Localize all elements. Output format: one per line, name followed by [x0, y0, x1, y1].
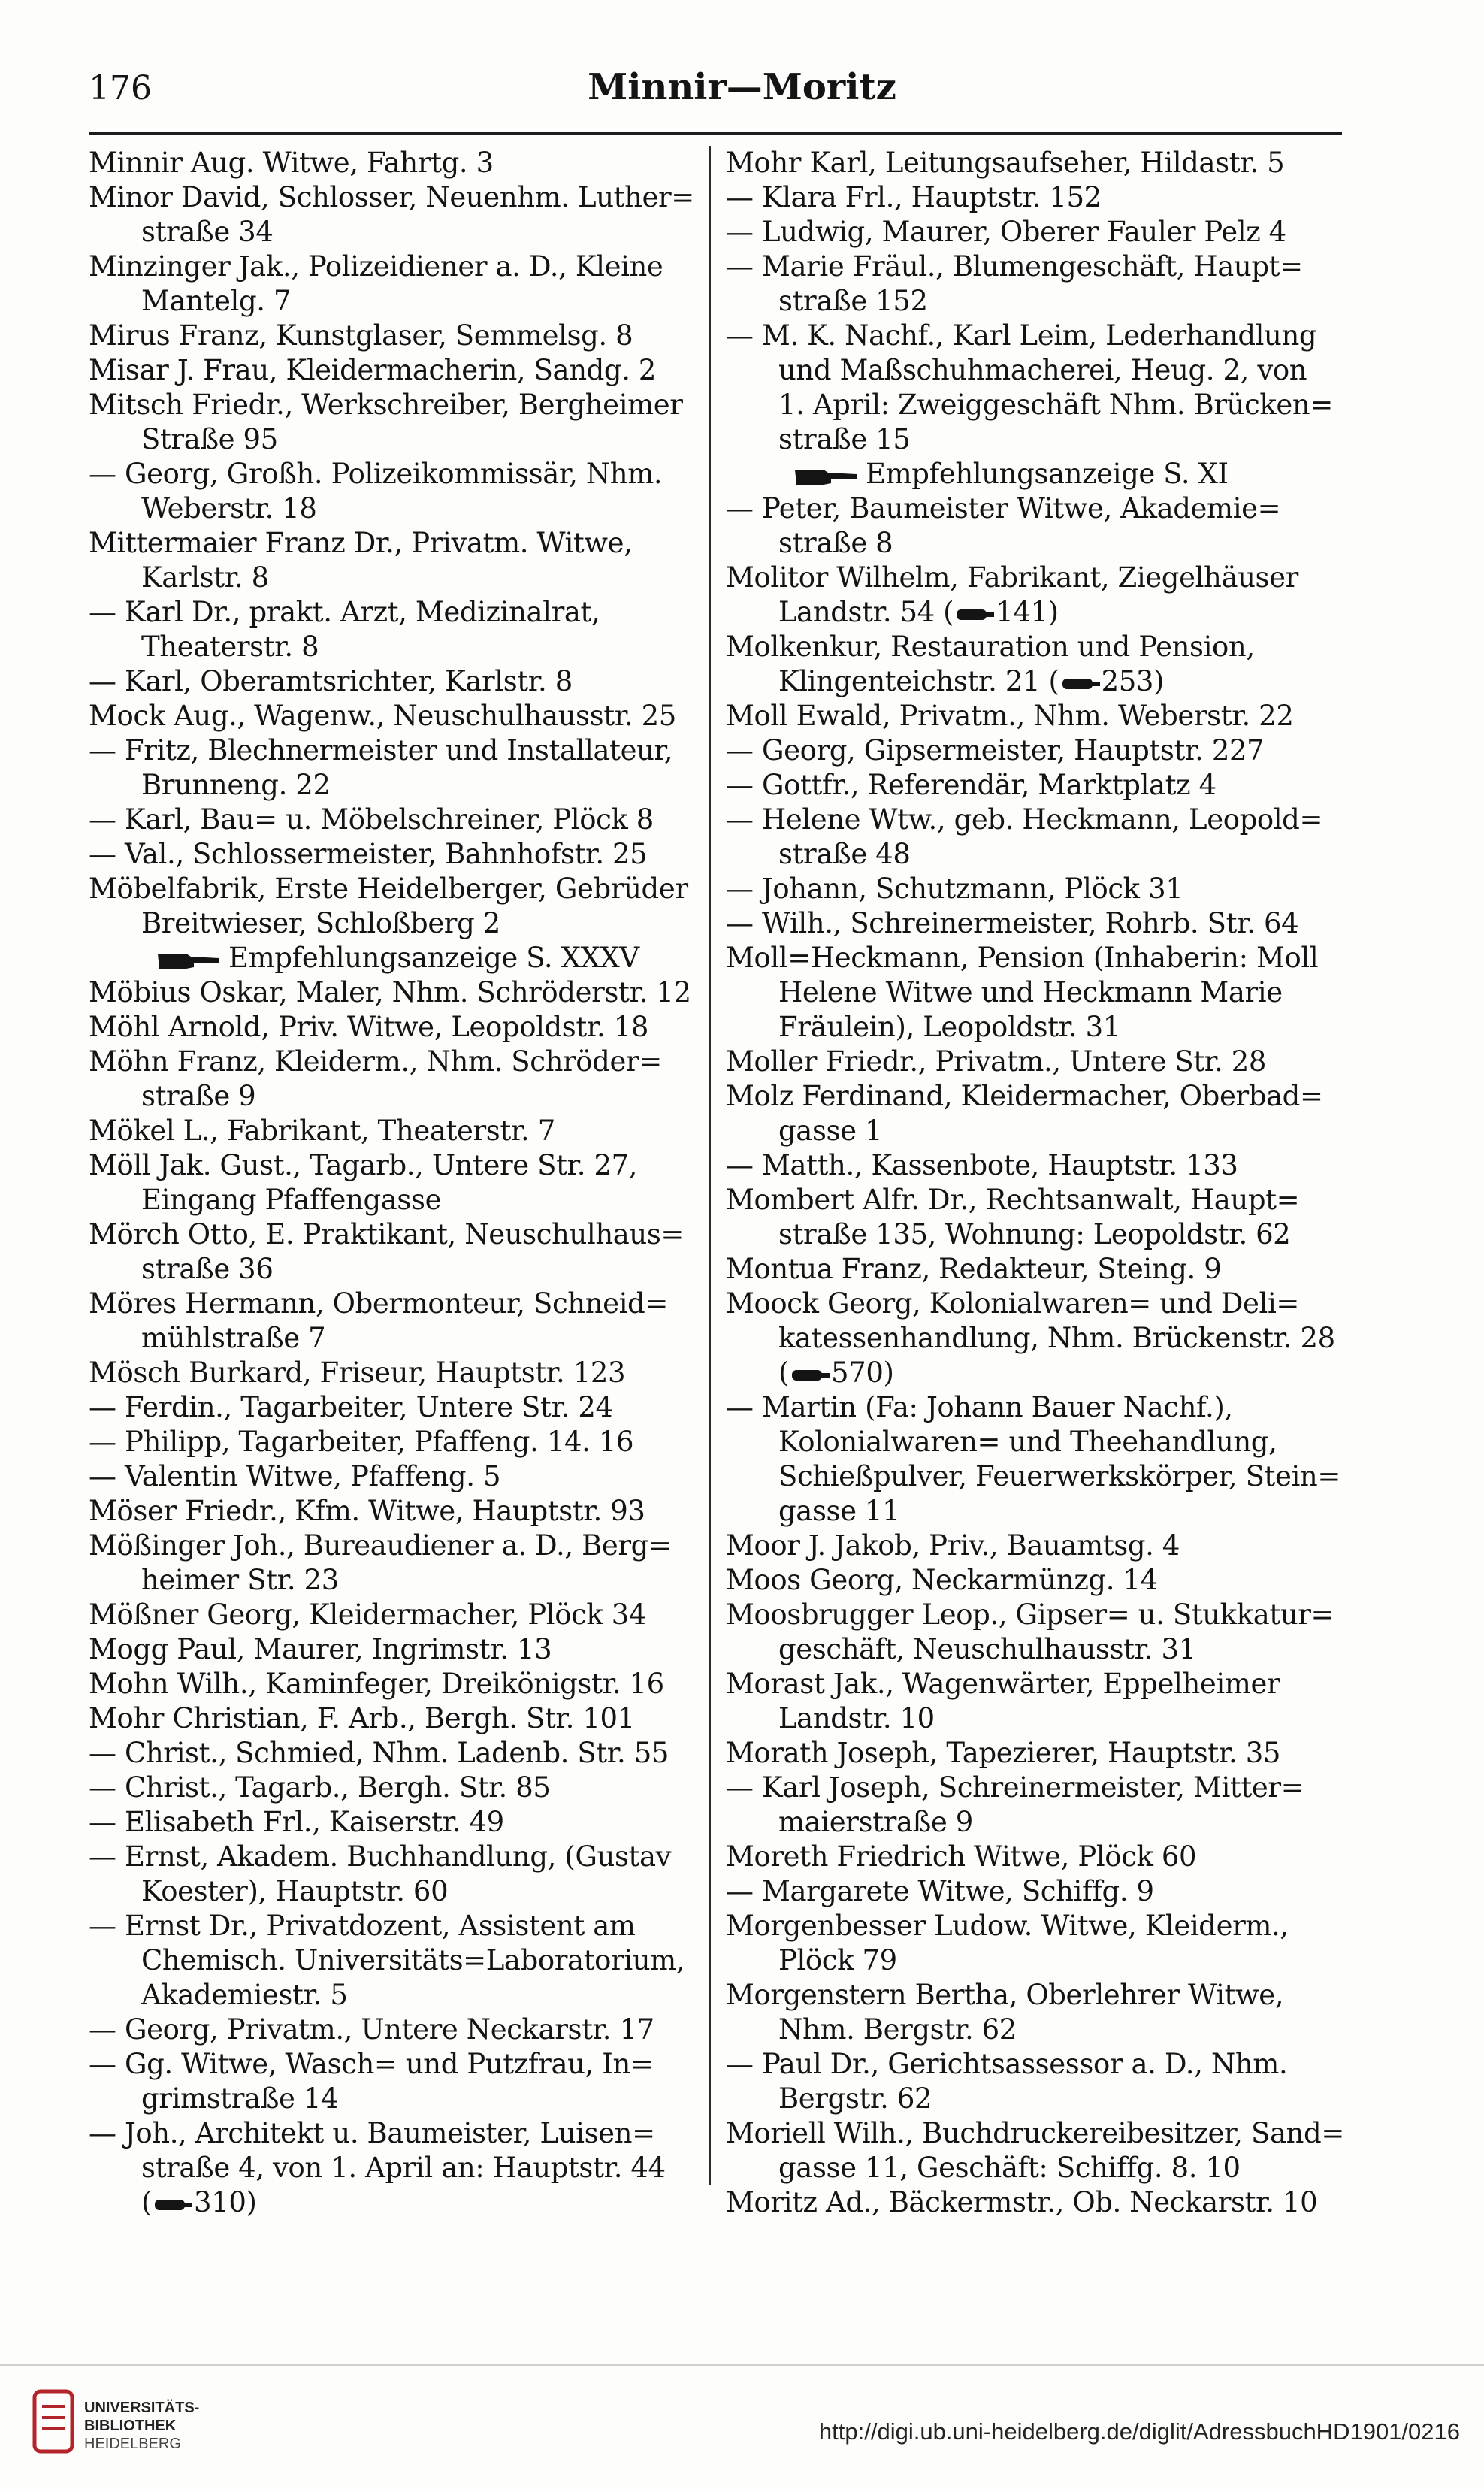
directory-entry-line — [89, 284, 712, 319]
phone-paren: ( — [141, 2186, 153, 2218]
entry-text: Mock Aug., Wagenw., Neuschulhausstr. 25 — [89, 700, 676, 732]
directory-entry-line — [89, 2082, 712, 2116]
entry-text: Moll Ewald, Privatm., Nhm. Weberstr. 22 — [726, 700, 1294, 732]
directory-entry-line — [726, 1079, 1350, 1114]
entry-text: — Karl, Oberamtsrichter, Karlstr. 8 — [89, 665, 573, 697]
directory-entry-line — [726, 733, 1350, 768]
entry-text: Misar J. Frau, Kleidermacherin, Sandg. 2 — [89, 354, 657, 386]
directory-entry-line — [726, 1390, 1350, 1425]
right-column — [726, 146, 1350, 2220]
directory-entry-line — [726, 1943, 1350, 1978]
telephone-icon — [1059, 674, 1102, 694]
entry-text: — Christ., Tagarb., Bergh. Str. 85 — [89, 1771, 551, 1804]
entry-text: — Elisabeth Frl., Kaiserstr. 49 — [89, 1806, 504, 1838]
directory-entry-line — [89, 1425, 712, 1459]
library-logo-icon — [27, 2384, 80, 2459]
entry-text: — Ferdin., Tagarbeiter, Untere Str. 24 — [89, 1391, 613, 1423]
directory-entry-line — [726, 1563, 1350, 1598]
directory-entry-line — [89, 768, 712, 803]
directory-entry-line — [726, 1425, 1350, 1459]
running-head: Minnir—Moritz — [588, 66, 896, 108]
entry-text: Möbius Oskar, Maler, Nhm. Schröderstr. 12 — [89, 976, 691, 1009]
entry-text: Morath Joseph, Tapezierer, Hauptstr. 35 — [726, 1737, 1280, 1769]
directory-entry-line — [89, 699, 712, 733]
directory-entry-line — [89, 2151, 712, 2185]
entry-text: Moor J. Jakob, Priv., Bauamtsg. 4 — [726, 1529, 1180, 1562]
pointing-hand-icon — [156, 949, 221, 972]
directory-entry-line — [726, 595, 1350, 630]
directory-entry-line — [726, 941, 1350, 975]
entry-text: — Marie Fräul., Blumengeschäft, Haupt= — [726, 250, 1303, 283]
directory-entry-line — [89, 1494, 712, 1529]
directory-entry-line — [89, 1563, 712, 1598]
library-line-1: UNIVERSITÄTS- — [84, 2400, 200, 2416]
directory-entry-line — [89, 215, 712, 250]
telephone-icon — [152, 2195, 194, 2215]
entry-text: Moller Friedr., Privatm., Untere Str. 28 — [726, 1045, 1267, 1078]
entry-text: — Ernst, Akadem. Buchhandlung, (Gustav — [89, 1840, 672, 1873]
entry-text: Koester), Hauptstr. 60 — [141, 1875, 449, 1907]
directory-entry-line — [726, 768, 1350, 803]
directory-entry-line — [89, 1010, 712, 1045]
directory-entry-line — [89, 1148, 712, 1183]
directory-entry-line — [89, 422, 712, 457]
directory-entry-line — [89, 561, 712, 595]
directory-entry-line — [726, 1148, 1350, 1183]
directory-entry-line — [726, 319, 1350, 353]
entry-text: Moritz Ad., Bäckermstr., Ob. Neckarstr. 10 — [726, 2186, 1318, 2218]
directory-entry-line — [726, 1459, 1350, 1494]
entry-text: Fräulein), Leopoldstr. 31 — [778, 1011, 1120, 1043]
entry-text: — Martin (Fa: Johann Bauer Nachf.), — [726, 1391, 1233, 1423]
entry-text: Moll=Heckmann, Pension (Inhaberin: Moll — [726, 942, 1319, 974]
library-name — [84, 2399, 199, 2453]
entry-text: Karlstr. 8 — [141, 561, 269, 594]
entry-text: Möhn Franz, Kleiderm., Nhm. Schröder= — [89, 1045, 662, 1078]
entry-text: Montua Franz, Redakteur, Steing. 9 — [726, 1253, 1222, 1285]
directory-entry-line — [89, 1079, 712, 1114]
entry-text: Möser Friedr., Kfm. Witwe, Hauptstr. 93 — [89, 1495, 645, 1527]
entry-text: Moriell Wilh., Buchdruckereibesitzer, Sand= — [726, 2117, 1344, 2149]
column-divider — [709, 146, 711, 2185]
directory-entry-line — [726, 1252, 1350, 1287]
entry-text: Mantelg. 7 — [141, 285, 292, 317]
directory-entry-line — [89, 1045, 712, 1079]
entry-text: und Maßschuhmacherei, Heug. 2, von — [778, 354, 1307, 386]
entry-text: — Margarete Witwe, Schiffg. 9 — [726, 1875, 1154, 1907]
entry-text: 1. April: Zweiggeschäft Nhm. Brücken= — [778, 389, 1333, 421]
directory-entry-line — [89, 353, 712, 388]
advertisement-reference — [726, 457, 1350, 491]
entry-text: Theaterstr. 8 — [141, 631, 319, 663]
directory-entry-line — [726, 215, 1350, 250]
entry-text: — Ludwig, Maurer, Oberer Fauler Pelz 4 — [726, 216, 1286, 248]
entry-text: Molkenkur, Restauration und Pension, — [726, 631, 1255, 663]
source-url[interactable]: http://digi.ub.uni-heidelberg.de/diglit/AdressbuchHD1901/0216 — [818, 2418, 1460, 2445]
phone-number: 570) — [831, 1356, 894, 1389]
entry-text: Mitsch Friedr., Werkschreiber, Bergheimer — [89, 389, 683, 421]
directory-entry-line — [726, 1978, 1350, 2013]
directory-entry-line — [89, 1217, 712, 1252]
entry-text: straße 4, von 1. April an: Hauptstr. 44 — [141, 2152, 666, 2184]
directory-entry-line — [726, 1736, 1350, 1771]
entry-text: — Valentin Witwe, Pfaffeng. 5 — [89, 1460, 501, 1492]
directory-entry-line — [89, 1321, 712, 1356]
entry-text: Mößner Georg, Kleidermacher, Plöck 34 — [89, 1598, 647, 1631]
directory-entry-line — [89, 1356, 712, 1390]
entry-text: katessenhandlung, Nhm. Brückenstr. 28 — [778, 1322, 1335, 1354]
directory-entry-line — [726, 353, 1350, 388]
entry-text: Straße 95 — [141, 423, 278, 455]
entry-text: — Christ., Schmied, Nhm. Ladenb. Str. 55 — [89, 1737, 669, 1769]
entry-text: straße 135, Wohnung: Leopoldstr. 62 — [778, 1218, 1291, 1251]
directory-entry-line — [726, 1771, 1350, 1805]
entry-text: — Karl Joseph, Schreinermeister, Mitter= — [726, 1771, 1304, 1804]
directory-entry-line — [726, 837, 1350, 872]
entry-text: Mohn Wilh., Kaminfeger, Dreikönigstr. 16 — [89, 1668, 664, 1700]
directory-entry-line — [89, 1183, 712, 1217]
entry-text: straße 152 — [778, 285, 928, 317]
directory-entry-line — [726, 491, 1350, 526]
directory-entry-line — [726, 699, 1350, 733]
entry-text: Molz Ferdinand, Kleidermacher, Oberbad= — [726, 1080, 1323, 1112]
directory-entry-line — [89, 2116, 712, 2151]
directory-entry-line — [726, 388, 1350, 422]
directory-entry-line — [726, 872, 1350, 906]
directory-entry-line — [726, 2047, 1350, 2082]
entry-text: Mohr Karl, Leitungsaufseher, Hildastr. 5 — [726, 147, 1285, 179]
directory-entry-line — [89, 1701, 712, 1736]
entry-text: Breitwieser, Schloßberg 2 — [141, 907, 500, 939]
entry-text: Minnir Aug. Witwe, Fahrtg. 3 — [89, 147, 494, 179]
entry-text: — Gottfr., Referendär, Marktplatz 4 — [726, 769, 1217, 801]
entry-text: straße 8 — [778, 527, 893, 559]
directory-entry-line — [89, 975, 712, 1010]
entry-text: — Karl, Bau= u. Möbelschreiner, Plöck 8 — [89, 803, 654, 836]
directory-entry-line — [726, 1494, 1350, 1529]
entry-text: — Johann, Schutzmann, Plöck 31 — [726, 873, 1183, 905]
directory-entry-line — [726, 975, 1350, 1010]
entry-text: — Paul Dr., Gerichtsassessor a. D., Nhm. — [726, 2048, 1288, 2080]
entry-text: — Joh., Architekt u. Baumeister, Luisen= — [89, 2117, 655, 2149]
entry-text: Brunneng. 22 — [141, 769, 331, 801]
entry-text: Mittermaier Franz Dr., Privatm. Witwe, — [89, 527, 633, 559]
directory-entry-line — [89, 630, 712, 664]
entry-text: Mörch Otto, E. Praktikant, Neuschulhaus= — [89, 1218, 685, 1251]
left-column — [89, 146, 712, 2220]
entry-text: Empfehlungsanzeige S. XXXV — [228, 942, 639, 974]
directory-entry-line — [89, 1771, 712, 1805]
entry-text: Eingang Pfaffengasse — [141, 1184, 442, 1216]
directory-entry-line — [726, 630, 1350, 664]
directory-entry-line — [726, 2116, 1350, 2151]
entry-text: — Helene Wtw., geb. Heckmann, Leopold= — [726, 803, 1323, 836]
directory-entry-line — [89, 526, 712, 561]
directory-entry-line — [726, 664, 1350, 699]
directory-entry-line — [89, 1909, 712, 1943]
directory-entry-line — [89, 1114, 712, 1148]
directory-entry-line — [89, 388, 712, 422]
directory-entry-line — [89, 1252, 712, 1287]
entry-text: Helene Witwe und Heckmann Marie — [778, 976, 1283, 1009]
entry-text: Molitor Wilhelm, Fabrikant, Ziegelhäuser — [726, 561, 1298, 594]
directory-entry-line — [726, 284, 1350, 319]
directory-entry-line — [726, 1183, 1350, 1217]
directory-entry-line — [89, 837, 712, 872]
directory-entry-line — [89, 319, 712, 353]
directory-entry-line — [89, 1287, 712, 1321]
entry-text: Mogg Paul, Maurer, Ingrimstr. 13 — [89, 1633, 552, 1665]
entry-text: — Fritz, Blechnermeister und Installateur, — [89, 734, 673, 767]
library-line-2: BIBLIOTHEK — [84, 2418, 177, 2434]
pointing-hand-icon — [793, 465, 858, 488]
entry-text: Kolonialwaren= und Theehandlung, — [778, 1426, 1277, 1458]
directory-entry-line — [726, 422, 1350, 457]
entry-text: 310) — [194, 2186, 257, 2218]
library-line-3: HEIDELBERG — [84, 2436, 181, 2452]
phone-number: 253) — [1101, 665, 1165, 697]
directory-entry-line — [726, 1667, 1350, 1701]
directory-entry-line — [89, 250, 712, 284]
entry-text: Nhm. Bergstr. 62 — [778, 2013, 1017, 2046]
entry-text: ( — [778, 1356, 790, 1389]
entry-text: Morgenbesser Ludow. Witwe, Kleiderm., — [726, 1910, 1289, 1942]
entry-text: Schießpulver, Feuerwerkskörper, Stein= — [778, 1460, 1340, 1492]
entry-text: Plöck 79 — [778, 1944, 897, 1976]
directory-entry-line — [726, 2185, 1350, 2220]
directory-entry-line — [726, 1701, 1350, 1736]
directory-entry-line — [89, 2185, 712, 2220]
entry-text: — Georg, Großh. Polizeikommissär, Nhm. — [89, 458, 663, 490]
entry-text: — Georg, Gipsermeister, Hauptstr. 227 — [726, 734, 1265, 767]
directory-entry-line — [89, 1598, 712, 1632]
directory-entry-line — [89, 803, 712, 837]
entry-text: Landstr. 10 — [778, 1702, 935, 1734]
directory-entry-line — [89, 1805, 712, 1840]
directory-entry-line — [726, 1529, 1350, 1563]
directory-entry-line — [726, 906, 1350, 941]
entry-text: Moosbrugger Leop., Gipser= u. Stukkatur= — [726, 1598, 1334, 1631]
directory-entry-line — [89, 595, 712, 630]
entry-text: gasse 1 — [778, 1114, 883, 1147]
entry-text: — Ernst Dr., Privatdozent, Assistent am — [89, 1910, 636, 1942]
entry-text: — Matth., Kassenbote, Hauptstr. 133 — [726, 1149, 1238, 1181]
directory-entry-line — [726, 803, 1350, 837]
entry-text: Mombert Alfr. Dr., Rechtsanwalt, Haupt= — [726, 1184, 1300, 1216]
directory-entry-line — [89, 733, 712, 768]
entry-text: Möll Jak. Gust., Tagarb., Untere Str. 27, — [89, 1149, 638, 1181]
entry-text: — M. K. Nachf., Karl Leim, Lederhandlung — [726, 319, 1317, 352]
entry-text: Empfehlungsanzeige S. XI — [866, 458, 1229, 490]
directory-entry-line — [726, 250, 1350, 284]
directory-entry-line — [89, 1632, 712, 1667]
directory-entry-line — [726, 526, 1350, 561]
directory-entry-line — [726, 1598, 1350, 1632]
entry-text: Minzinger Jak., Polizeidiener a. D., Kleine — [89, 250, 663, 283]
entry-text: straße 15 — [778, 423, 911, 455]
directory-entry-line — [89, 1978, 712, 2013]
directory-entry-line — [89, 180, 712, 215]
directory-entry-line — [89, 1874, 712, 1909]
entry-text: straße 36 — [141, 1253, 274, 1285]
directory-entry-line — [726, 1909, 1350, 1943]
directory-entry-line — [89, 1840, 712, 1874]
entry-text: Möhl Arnold, Priv. Witwe, Leopoldstr. 18 — [89, 1011, 649, 1043]
directory-entry-line — [89, 491, 712, 526]
entry-text: Klingenteichstr. 21 ( — [778, 665, 1059, 697]
directory-entry-line — [89, 146, 712, 180]
directory-entry-line — [89, 1736, 712, 1771]
entry-text: gasse 11 — [778, 1495, 900, 1527]
directory-entry-line — [89, 1667, 712, 1701]
entry-text: Moreth Friedrich Witwe, Plöck 60 — [726, 1840, 1197, 1873]
directory-entry-line — [726, 561, 1350, 595]
entry-text: — Wilh., Schreinermeister, Rohrb. Str. 64 — [726, 907, 1299, 939]
phone-number: 141) — [996, 596, 1059, 628]
entry-text: — Peter, Baumeister Witwe, Akademie= — [726, 492, 1281, 525]
directory-entry-line — [726, 2082, 1350, 2116]
entry-text: straße 34 — [141, 216, 274, 248]
directory-entry-line — [726, 2151, 1350, 2185]
entry-text: Mökel L., Fabrikant, Theaterstr. 7 — [89, 1114, 555, 1147]
directory-entry-line — [89, 2013, 712, 2047]
entry-text: Mösch Burkard, Friseur, Hauptstr. 123 — [89, 1356, 626, 1389]
entry-text: grimstraße 14 — [141, 2082, 339, 2115]
entry-text: Mohr Christian, F. Arb., Bergh. Str. 101 — [89, 1702, 635, 1734]
directory-entry-line — [89, 457, 712, 491]
entry-text: Moos Georg, Neckarmünzg. 14 — [726, 1564, 1158, 1596]
page-number: 176 — [89, 69, 152, 107]
directory-entry-line — [726, 1287, 1350, 1321]
directory-entry-line — [726, 1356, 1350, 1390]
directory-entry-line — [89, 664, 712, 699]
entry-text: gasse 11, Geschäft: Schiffg. 8. 10 — [778, 2152, 1241, 2184]
entry-text: Möbelfabrik, Erste Heidelberger, Gebrüder — [89, 873, 688, 905]
entry-text: heimer Str. 23 — [141, 1564, 339, 1596]
entry-text: — Gg. Witwe, Wasch= und Putzfrau, In= — [89, 2048, 654, 2080]
entry-text: — Georg, Privatm., Untere Neckarstr. 17 — [89, 2013, 654, 2046]
directory-entry-line — [726, 1217, 1350, 1252]
directory-entry-line — [89, 1459, 712, 1494]
directory-entry-line — [726, 146, 1350, 180]
entry-text: — Karl Dr., prakt. Arzt, Medizinalrat, — [89, 596, 600, 628]
entry-text: straße 9 — [141, 1080, 256, 1112]
entry-text: Moock Georg, Kolonialwaren= und Deli= — [726, 1287, 1299, 1320]
directory-entry-line — [89, 872, 712, 906]
entry-text: Morgenstern Bertha, Oberlehrer Witwe, — [726, 1979, 1284, 2011]
directory-entry-line — [726, 1805, 1350, 1840]
directory-entry-line — [726, 180, 1350, 215]
advertisement-reference — [89, 941, 712, 975]
directory-entry-line — [726, 1321, 1350, 1356]
entry-text: geschäft, Neuschulhausstr. 31 — [778, 1633, 1196, 1665]
entry-text: Morast Jak., Wagenwärter, Eppelheimer — [726, 1668, 1280, 1700]
directory-entry-line — [726, 1010, 1350, 1045]
header-rule — [89, 132, 1342, 135]
entry-text: maierstraße 9 — [778, 1806, 973, 1838]
directory-entry-line — [726, 1840, 1350, 1874]
directory-entry-line — [726, 2013, 1350, 2047]
directory-entry-line — [89, 2047, 712, 2082]
entry-text: Weberstr. 18 — [141, 492, 317, 525]
entry-text: Chemisch. Universitäts=Laboratorium, — [141, 1944, 685, 1976]
telephone-icon — [789, 1365, 831, 1385]
entry-text: Mößinger Joh., Bureaudiener a. D., Berg= — [89, 1529, 672, 1562]
entry-text: Bergstr. 62 — [778, 2082, 932, 2115]
directory-entry-line — [726, 1045, 1350, 1079]
directory-entry-line — [726, 1874, 1350, 1909]
directory-entry-line — [89, 906, 712, 941]
entry-text: Möres Hermann, Obermonteur, Schneid= — [89, 1287, 668, 1320]
entry-text: — Val., Schlossermeister, Bahnhofstr. 25 — [89, 838, 648, 870]
entry-text: straße 48 — [778, 838, 911, 870]
telephone-icon — [954, 605, 996, 625]
entry-text: Akademiestr. 5 — [141, 1979, 348, 2011]
entry-text: mühlstraße 7 — [141, 1322, 326, 1354]
entry-text: Mirus Franz, Kunstglaser, Semmelsg. 8 — [89, 319, 633, 352]
entry-text: Landstr. 54 ( — [778, 596, 954, 628]
entry-text: — Klara Frl., Hauptstr. 152 — [726, 181, 1102, 213]
directory-entry-line — [89, 1529, 712, 1563]
directory-entry-line — [726, 1632, 1350, 1667]
footer-rule — [0, 2364, 1484, 2366]
directory-entry-line — [89, 1390, 712, 1425]
directory-entry-line — [89, 1943, 712, 1978]
directory-entry-line — [726, 1114, 1350, 1148]
entry-text: — Philipp, Tagarbeiter, Pfaffeng. 14. 16 — [89, 1426, 634, 1458]
entry-text: Minor David, Schlosser, Neuenhm. Luther= — [89, 181, 694, 213]
